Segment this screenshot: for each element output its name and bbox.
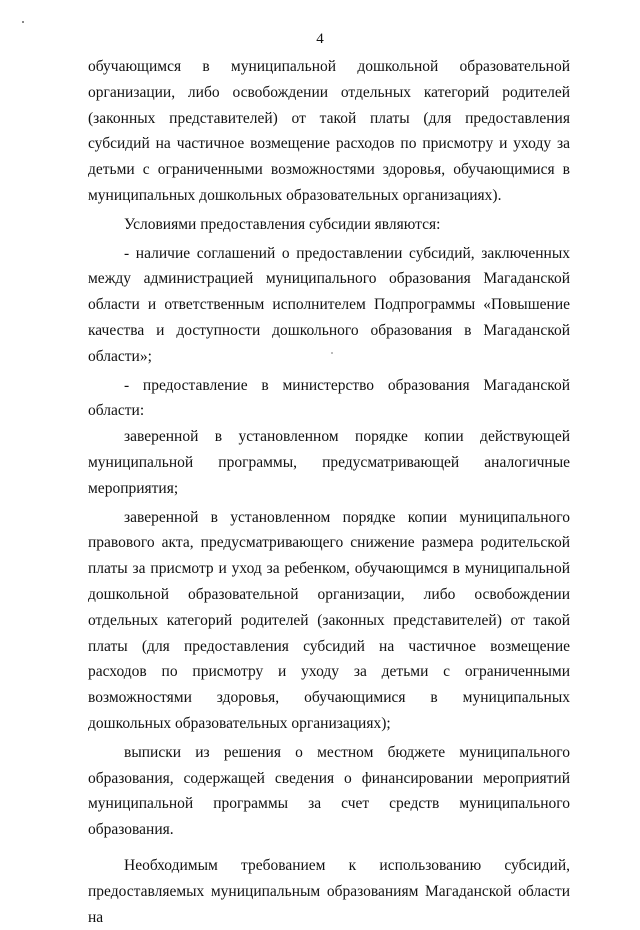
paragraph-program-copy: заверенной в установленном порядке копии действующей муниципальной программы, предусматривающей аналогичные мероприятия; <box>88 428 570 497</box>
paragraph-conditions-heading: Условиями предоставления субсидии являются: <box>124 215 441 233</box>
scan-speck <box>331 352 333 354</box>
paragraph-submission: - предоставление в министерство образования Магаданской области: <box>88 376 570 420</box>
paragraph-requirement: Необходимым требованием к использованию субсидий, предоставляемых муниципальным образованиям Магаданской области на <box>88 856 570 926</box>
paragraph-agreements: - наличие соглашений о предоставлении субсидий, заключенных между администрацией муниципального образования Магаданской области и ответственным исполнителем Подпрограммы «Повышение качества и доступности дошкольного образования в Магаданской области»; <box>88 244 570 365</box>
paragraph-legal-act-copy: заверенной в установленном порядке копии муниципального правового акта, предусматривающего снижение размера родительской платы за присмотр и уход за ребенком, обучающимся в муниципальной дошкольной образовательной организации, либо освобождении отдельных категорий родителей (законных представителей) от такой платы (для предоставления субсидий на частичное возмещение расходов по присмотру и уходу за детьми с ограниченными возможностями здоровья, обучающимися в муниципальных дошкольных образовательных организациях); <box>88 508 570 732</box>
paragraph-budget-extract: выписки из решения о местном бюджете муниципального образования, содержащей сведения о финансировании мероприятий муниципальной программы за счет средств муниципального образования. <box>88 743 570 839</box>
scan-speck <box>22 21 24 23</box>
paragraph-continuation: обучающимся в муниципальной дошкольной образовательной организации, либо освобождении отдельных категорий родителей (законных представителей) от такой платы (для предоставления субсидий на частичное возмещение расходов по присмотру и уходу за детьми с ограниченными возможностями здоровья, обучающимися в муниципальных дошкольных образовательных организациях). <box>88 58 570 204</box>
document-body <box>88 54 570 930</box>
page-number: 4 <box>316 31 324 47</box>
